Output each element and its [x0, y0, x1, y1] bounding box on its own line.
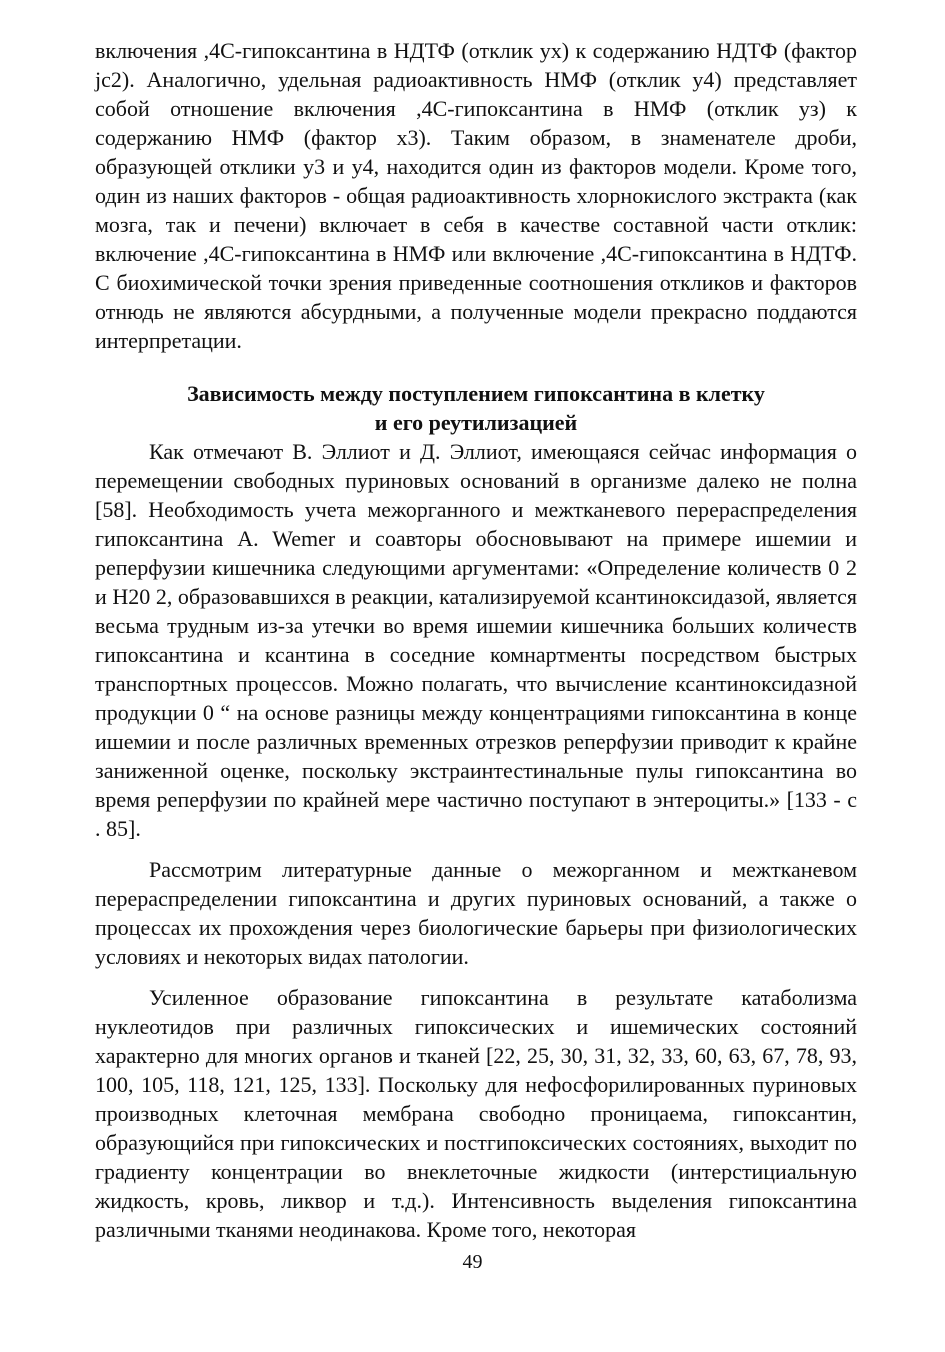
paragraph-1: включения ,4С-гипоксантина в НДТФ (отклик ух) к содержанию НДТФ (фактор jc2). Аналогично, удельная радиоактивность НМФ (отклик у4) представляет собой отношение включения ,4С-гипоксантина в НМФ (отклик уз) к содержанию НМФ (фактор х3). Таким образом, в знаменателе дроби, образующей отклики у3 и у4, находится один из факторов модели. Кроме того, один из наших факторов - общая радиоактивность хлорнокислого экстракта (как мозга, так и печени) включает в себя в качестве составной части отклик: включение ,4С-гипоксантина в НМФ или включение ,4С-гипоксантина в НДТФ. С биохимической точки зрения приведенные соотношения откликов и факторов отнюдь не являются абсурдными, а полученные модели прекрасно поддаются интерпретации.: [95, 38, 857, 353]
paragraph-2: Как отмечают В. Эллиот и Д. Эллиот, имеющаяся сейчас информация о перемещении свободных пуриновых оснований в организме далеко не полна [58]. Необходимость учета межорганного и межтканевого перераспределения гипоксантина A. Wemer и соавторы обосновывают на примере ишемии и реперфузии кишечника следующими аргументами: «Определение количеств 0 2 и Н20 2, образовавшихся в реакции, катализируемой ксантиноксидазой, является весьма трудным из-за утечки во время ишемии кишечника больших количеств гипоксантина и ксантина в соседние комнартменты посредством быстрых транспортных процессов. Можно полагать, что вычисление ксантиноксидазной продукции 0 “ на основе разницы между концентрациями гипоксантина в конце ишемии и после различных временных отрезков реперфузии приводит к крайне заниженной оценке, поскольку экстраинтестинальные пулы гипоксантина во время реперфузии по крайней мере частично поступают в энтероциты.» [133 - с . 85].: [95, 439, 857, 841]
section-heading-line-2: и его реутилизацией: [374, 410, 578, 435]
page-number: 49: [462, 1251, 483, 1273]
paragraph-3: Рассмотрим литературные данные о межорганном и межтканевом перераспределении гипоксантина и других пуриновых оснований, а также о процессах их прохождения через биологические барьеры при физиологических условиях и некоторых видах патологии.: [95, 857, 857, 969]
section-heading-line-1: Зависимость между поступлением гипоксантина в клетку: [187, 381, 765, 406]
paragraph-4: Усиленное образование гипоксантина в результате катаболизма нуклеотидов при различных гипоксических и ишемических состояний характерно для многих органов и тканей [22, 25, 30, 31, 32, 33, 60, 63, 67, 78, 93, 100, 105, 118, 121, 125, 133]. Поскольку для нефосфорилированных пуриновых производных клеточная мембрана свободно проницаема, гипоксантин, образующийся при гипоксических и постгипоксических состояниях, выходит по градиенту концентрации во внеклеточные жидкости (интерстициальную жидкость, кровь, ликвор и т.д.). Интенсивность выделения гипоксантина различными тканями неодинакова. Кроме того, некоторая: [95, 985, 857, 1242]
section-heading: [95, 379, 857, 437]
page-body: [95, 36, 857, 1244]
